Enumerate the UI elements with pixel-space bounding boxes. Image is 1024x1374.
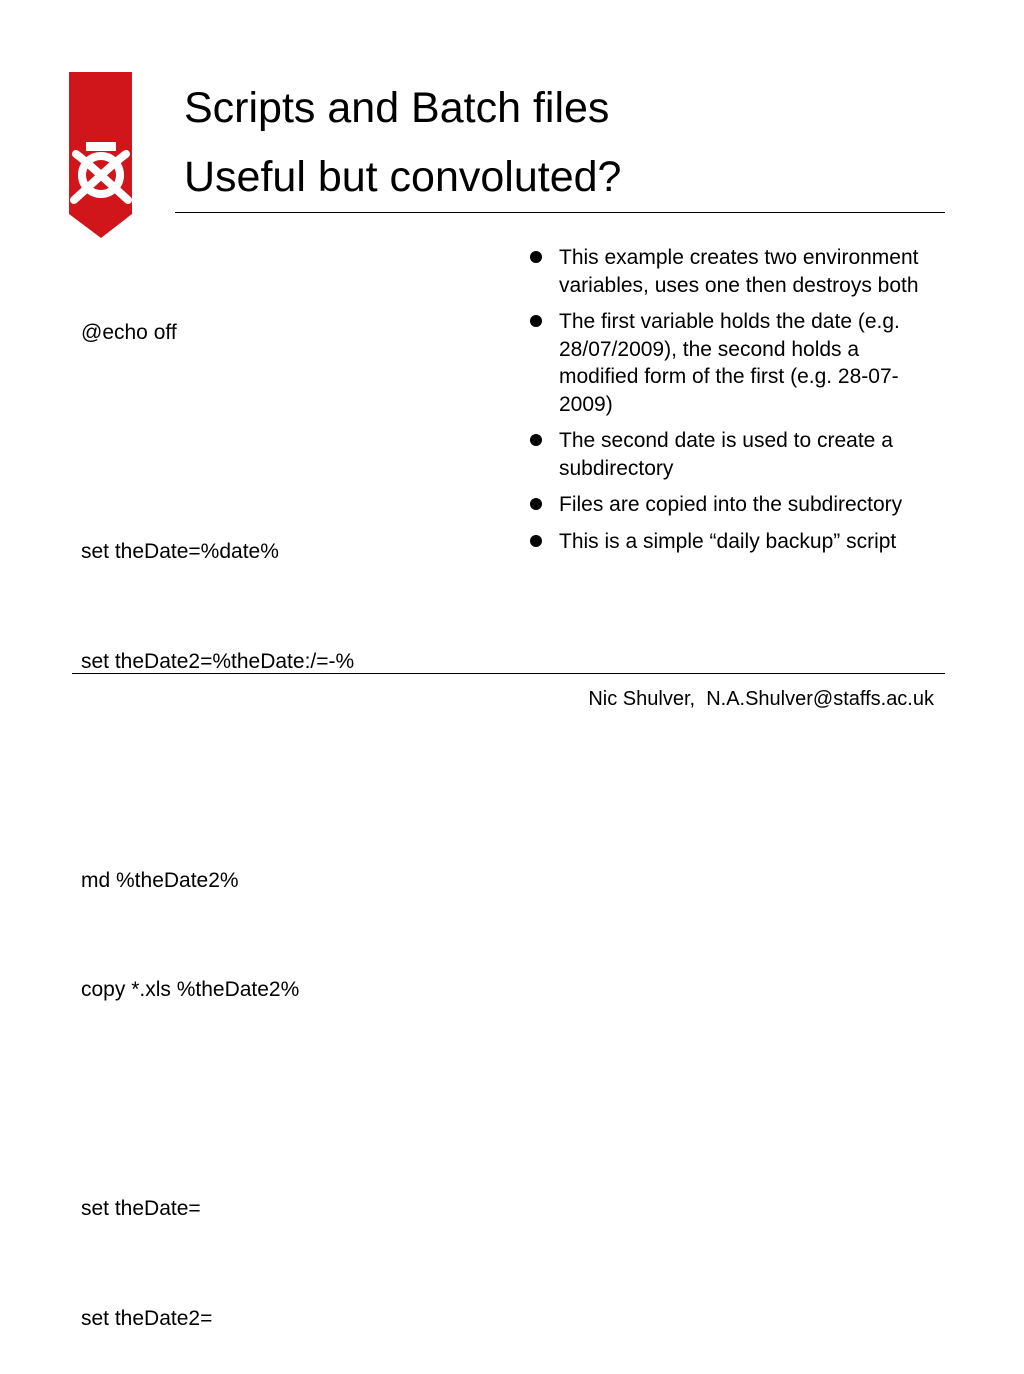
title-divider: [175, 212, 945, 213]
university-logo: [66, 72, 136, 238]
explanation-list: [530, 244, 940, 564]
code-line: [81, 425, 354, 462]
footer: [588, 688, 934, 711]
code-line: [81, 1082, 354, 1119]
list-item-text: This example creates two environment variables, uses one then destroys both: [559, 246, 919, 297]
list-item-text: This is a simple “daily backup” script: [559, 529, 897, 553]
list-item: [530, 491, 940, 519]
code-line: set theDate2=%theDate:/=-%: [81, 649, 355, 673]
code-line: set theDate=: [81, 1197, 201, 1220]
staffordshire-knot-shield-icon: [69, 72, 132, 238]
code-line: @echo off: [81, 321, 177, 344]
list-item-text: The second date is used to create a subdirectory: [559, 429, 893, 480]
footer-author: Nic Shulver,: [588, 688, 696, 710]
slide-title-line-2: Useful but convoluted?: [184, 153, 622, 201]
batch-script: [81, 242, 354, 1374]
footer-email: N.A.Shulver@staffs.ac.uk: [706, 688, 934, 710]
list-item: [530, 308, 940, 418]
list-item-text: Files are copied into the subdirectory: [559, 493, 903, 516]
bullet-icon: [530, 498, 542, 510]
slide-title: [184, 74, 621, 212]
list-item: [530, 244, 940, 299]
list-item: [530, 427, 940, 482]
bullet-icon: [530, 434, 542, 446]
code-line: [81, 753, 354, 790]
footer-divider: [72, 673, 945, 674]
code-line: set theDate2=: [81, 1306, 213, 1330]
list-item: [530, 528, 940, 556]
bullet-icon: [530, 251, 542, 263]
bullet-icon: [530, 315, 542, 327]
code-line: md %theDate2%: [81, 868, 239, 892]
list-item-text: The first variable holds the date (e.g. 28/07/2009), the second holds a modified form of the first (e.g. 28-07-2009): [559, 310, 900, 416]
code-line: set theDate=%date%: [81, 540, 279, 563]
code-line: copy *.xls %theDate2%: [81, 978, 300, 1001]
bullet-icon: [530, 535, 542, 547]
slide-title-line-1: Scripts and Batch files: [184, 84, 610, 132]
